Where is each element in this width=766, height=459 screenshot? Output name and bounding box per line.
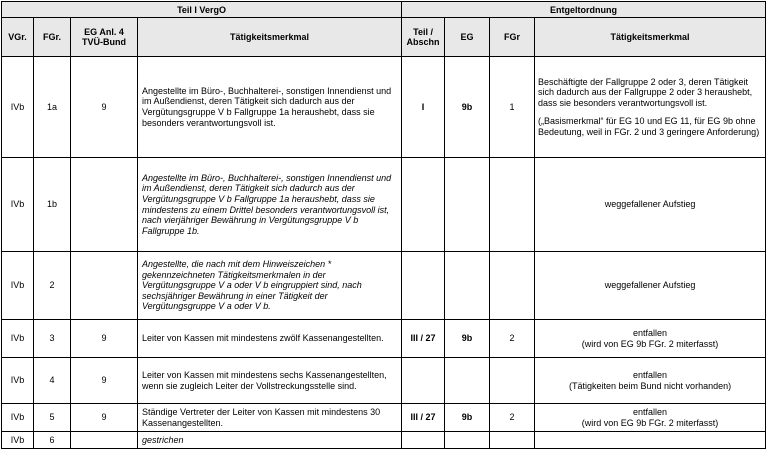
group-header-row [2,2,766,18]
table-row [2,57,766,158]
cell-teil-abschn: I [402,57,445,158]
cell-teil-abschn: III / 27 [402,404,445,432]
cell-teil-abschn: III / 27 [402,320,445,358]
cell-eg-anl4: 9 [71,404,138,432]
cell-merkmal: Leiter von Kassen mit mindestens zwölf Kassenangestellten. [138,320,402,358]
cell-fgr: 3 [34,320,71,358]
cell-teil-abschn [402,252,445,320]
merkmal2-note: (wird von EG 9b FGr. 2 miterfasst) [581,417,719,428]
col-header-vgr: VGr. [2,18,34,57]
merkmal2-text: entfallen [633,369,668,380]
cell-eg [445,358,490,404]
vergo-entgeltordnung-table [1,1,766,449]
cell-merkmal2: weggefallener Aufstieg [535,252,766,320]
cell-vgr: IVb [2,320,34,358]
col-header-eg-anl4: EG Anl. 4 TVÜ-Bund [71,18,138,57]
cell-vgr: IVb [2,432,34,449]
merkmal2-note: (wird von EG 9b FGr. 2 miterfasst) [581,338,719,349]
cell-fgr: 1b [34,158,71,252]
cell-fgr: 1a [34,57,71,158]
col-header-fgr: FGr. [34,18,71,57]
merkmal2-text: Beschäftigte der Fallgruppe 2 oder 3, deren Tätigkeit sich dadurch aus der Fallgruppe 2 oder 3 heraushebt, dass sie besonders verantwortungsvoll ist. [538,76,753,108]
cell-fgr2 [490,432,535,449]
cell-vgr: IVb [2,358,34,404]
cell-merkmal: Ständige Vertreter der Leiter von Kassen mit mindestens 30 Kassenangestellten. [138,404,402,432]
cell-eg: 9b [445,404,490,432]
cell-merkmal: Angestellte im Büro-, Buchhalterei-, sonstigen Innendienst und im Außendienst, deren Tätigkeit sich dadurch aus der Vergütungsgruppe V b Fallgruppe 1a heraushebt, dass sie besonders verantwortungsvoll ist. [138,57,402,158]
table-row [2,252,766,320]
cell-merkmal2: weggefallener Aufstieg [535,158,766,252]
merkmal2-note: („Basismerkmal“ für EG 10 und EG 11, für EG 9b ohne Bedeutung, weil in FGr. 2 und 3 geringere Anforderung) [538,116,760,137]
col-header-eg: EG [445,18,490,57]
group-header-vergo: Teil I VergO [2,2,402,18]
cell-vgr: IVb [2,404,34,432]
table-row [2,432,766,449]
cell-eg [445,158,490,252]
col-header-teil-abschn: Teil / Abschn [402,18,445,57]
cell-teil-abschn [402,158,445,252]
cell-merkmal2 [535,320,766,358]
group-header-entgeltordnung: Entgeltordnung [402,2,766,18]
cell-fgr2: 1 [490,57,535,158]
cell-fgr: 2 [34,252,71,320]
cell-vgr: IVb [2,158,34,252]
cell-eg-anl4: 9 [71,358,138,404]
cell-merkmal2 [535,404,766,432]
table-row [2,320,766,358]
cell-fgr2 [490,358,535,404]
cell-teil-abschn [402,358,445,404]
col-header-taetigkeitsmerkmal-2: Tätigkeitsmerkmal [535,18,766,57]
cell-eg-anl4 [71,432,138,449]
cell-fgr2 [490,252,535,320]
cell-merkmal2 [535,432,766,449]
col-header-fgr2: FGr [490,18,535,57]
cell-eg-anl4: 9 [71,57,138,158]
cell-merkmal: Leiter von Kassen mit mindestens sechs Kassenangestellten, wenn sie zugleich Leiter der Vollstreckungsstelle sind. [138,358,402,404]
table-row [2,158,766,252]
cell-fgr: 6 [34,432,71,449]
merkmal2-text: entfallen [633,327,668,338]
cell-merkmal: Angestellte, die nach mit dem Hinweiszeichen * gekennzeichneten Tätigkeitsmerkmalen in der Vergütungsgruppe V a oder V b eingruppiert sind, nach sechsjähriger Bewährung in einer Tätigkeit der Vergütungsgruppe V a oder V b. [138,252,402,320]
table-row [2,358,766,404]
cell-fgr2: 2 [490,320,535,358]
cell-eg-anl4: 9 [71,320,138,358]
cell-eg [445,432,490,449]
cell-merkmal: gestrichen [138,432,402,449]
cell-eg [445,252,490,320]
table-row [2,404,766,432]
cell-merkmal: Angestellte im Büro-, Buchhalterei-, sonstigen Innendienst und im Außendienst, deren Tätigkeit sich dadurch aus der Vergütungsgruppe V b Fallgruppe 1a heraushebt, dass sie mindestens zu einem Drittel besonders verantwortungsvoll ist, nach vierjähriger Bewährung in Vergütungsgruppe V b Fallgruppe 1b. [138,158,402,252]
cell-fgr2: 2 [490,404,535,432]
cell-eg: 9b [445,57,490,158]
merkmal2-text: entfallen [633,406,668,417]
cell-fgr: 5 [34,404,71,432]
cell-eg: 9b [445,320,490,358]
cell-vgr: IVb [2,57,34,158]
cell-teil-abschn [402,432,445,449]
cell-merkmal2 [535,57,766,158]
cell-fgr2 [490,158,535,252]
merkmal2-note: (Tätigkeiten beim Bund nicht vorhanden) [569,380,732,391]
cell-merkmal2 [535,358,766,404]
cell-eg-anl4 [71,158,138,252]
cell-eg-anl4 [71,252,138,320]
cell-vgr: IVb [2,252,34,320]
col-header-taetigkeitsmerkmal: Tätigkeitsmerkmal [138,18,402,57]
column-header-row [2,18,766,57]
cell-fgr: 4 [34,358,71,404]
